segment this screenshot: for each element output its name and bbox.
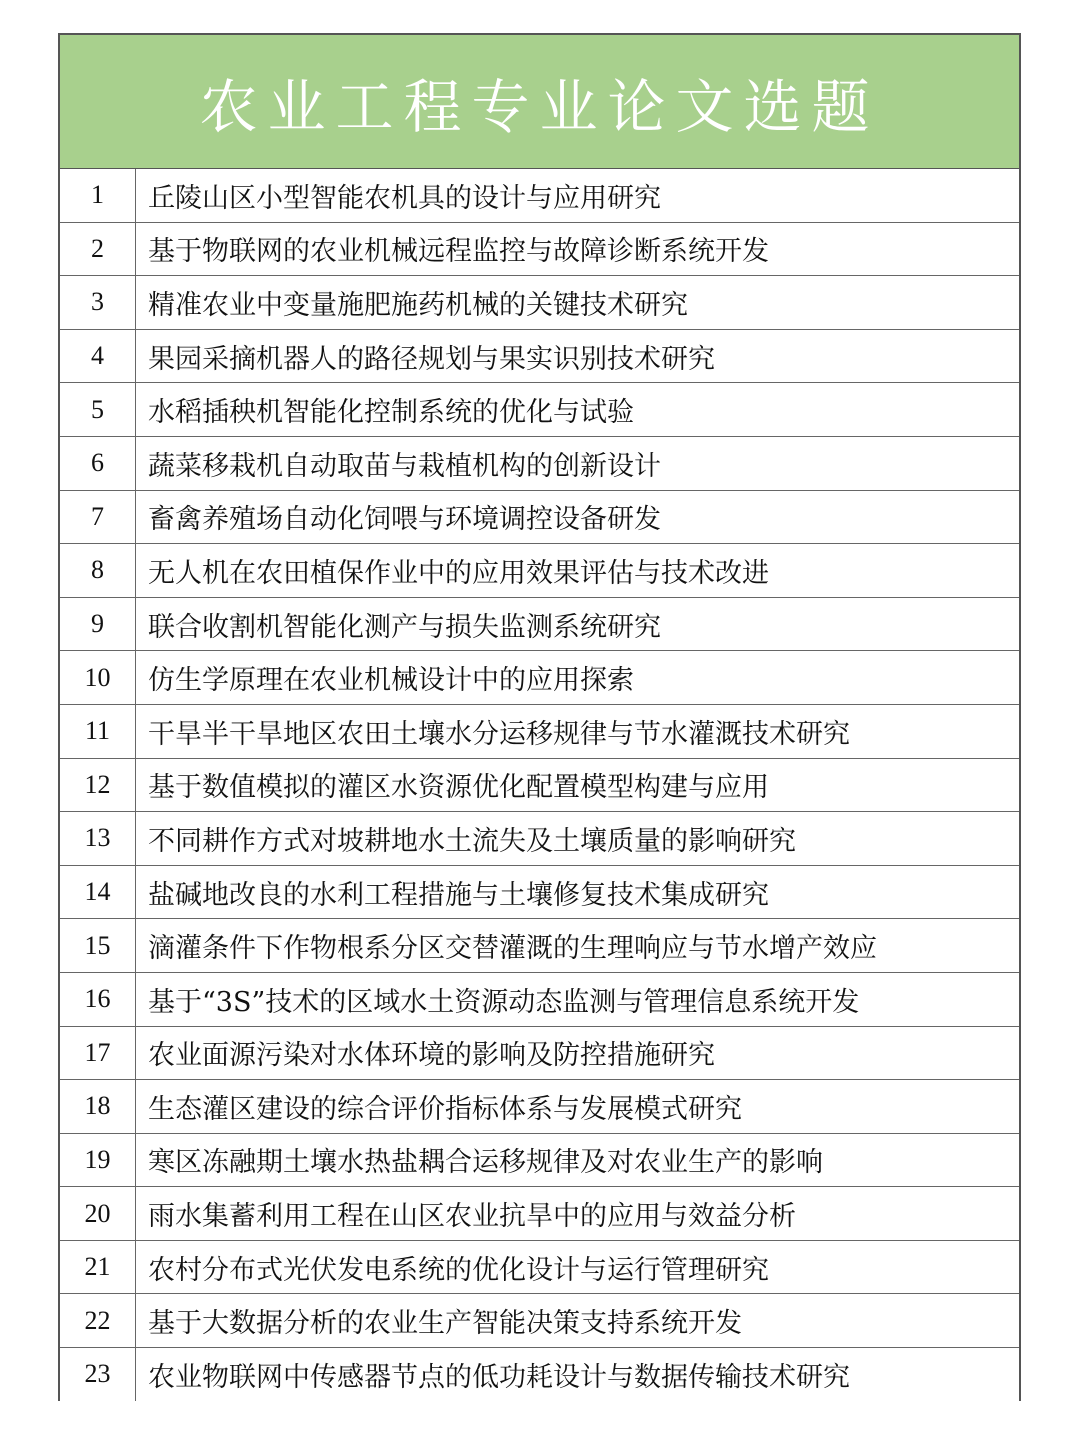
table-row [60,812,1019,866]
topics-table [60,169,1019,1401]
table-row [60,704,1019,758]
row-number: 8 [60,544,136,598]
topic-title: 精准农业中变量施肥施药机械的关键技术研究 [136,276,1020,330]
table-row [60,1026,1019,1080]
table-row [60,972,1019,1026]
row-number: 22 [60,1294,136,1348]
row-number: 7 [60,490,136,544]
table-row [60,544,1019,598]
row-number: 4 [60,329,136,383]
row-number: 14 [60,865,136,919]
topic-title: 雨水集蓄利用工程在山区农业抗旱中的应用与效益分析 [136,1187,1020,1241]
table-row [60,865,1019,919]
row-number: 2 [60,222,136,276]
topic-title: 基于物联网的农业机械远程监控与故障诊断系统开发 [136,222,1020,276]
table-row [60,1080,1019,1134]
table-row [60,919,1019,973]
table-row [60,758,1019,812]
row-number: 13 [60,812,136,866]
table-row [60,1133,1019,1187]
header-banner [60,35,1019,169]
row-number: 18 [60,1080,136,1134]
table-row [60,1187,1019,1241]
topic-title: 畜禽养殖场自动化饲喂与环境调控设备研发 [136,490,1020,544]
topic-title: 基于“3S”技术的区域水土资源动态监测与管理信息系统开发 [136,972,1020,1026]
topic-title: 滴灌条件下作物根系分区交替灌溉的生理响应与节水增产效应 [136,919,1020,973]
topic-title: 盐碱地改良的水利工程措施与土壤修复技术集成研究 [136,865,1020,919]
row-number: 10 [60,651,136,705]
row-number: 20 [60,1187,136,1241]
topic-title: 生态灌区建设的综合评价指标体系与发展模式研究 [136,1080,1020,1134]
table-row [60,329,1019,383]
table-row [60,169,1019,222]
row-number: 23 [60,1348,136,1401]
topic-title: 仿生学原理在农业机械设计中的应用探索 [136,651,1020,705]
row-number: 6 [60,436,136,490]
topic-title: 农业物联网中传感器节点的低功耗设计与数据传输技术研究 [148,1361,850,1393]
row-number: 17 [60,1026,136,1080]
topic-title: 基于数值模拟的灌区水资源优化配置模型构建与应用 [136,758,1020,812]
topic-title: 无人机在农田植保作业中的应用效果评估与技术改进 [136,544,1020,598]
table-row [60,597,1019,651]
topic-title: 果园采摘机器人的路径规划与果实识别技术研究 [136,329,1020,383]
topic-title: 寒区冻融期土壤水热盐耦合运移规律及对农业生产的影响 [136,1133,1020,1187]
row-number: 11 [60,704,136,758]
topic-title: 联合收割机智能化测产与损失监测系统研究 [136,597,1020,651]
topic-title: 农业面源污染对水体环境的影响及防控措施研究 [136,1026,1020,1080]
table-row [60,651,1019,705]
table-row [60,1294,1019,1348]
row-number: 12 [60,758,136,812]
topic-title: 农村分布式光伏发电系统的优化设计与运行管理研究 [136,1240,1020,1294]
row-number: 3 [60,276,136,330]
table-row [60,222,1019,276]
table-row [60,490,1019,544]
row-number: 19 [60,1133,136,1187]
topic-title: 干旱半干旱地区农田土壤水分运移规律与节水灌溉技术研究 [136,704,1020,758]
row-number: 16 [60,972,136,1026]
topic-title: 基于大数据分析的农业生产智能决策支持系统开发 [136,1294,1020,1348]
table-row [60,1240,1019,1294]
row-number: 15 [60,919,136,973]
row-number: 21 [60,1240,136,1294]
table-row [60,436,1019,490]
row-number: 1 [60,169,136,222]
topic-title: 蔬菜移栽机自动取苗与栽植机构的创新设计 [136,436,1020,490]
topic-sheet [58,33,1021,1401]
row-number: 5 [60,383,136,437]
page-title: 农业工程专业论文选题 [199,72,880,141]
table-row [60,1348,1019,1401]
topic-title: 不同耕作方式对坡耕地水土流失及土壤质量的影响研究 [136,812,1020,866]
topic-title: 水稻插秧机智能化控制系统的优化与试验 [136,383,1020,437]
row-number: 9 [60,597,136,651]
table-row [60,383,1019,437]
topic-title: 丘陵山区小型智能农机具的设计与应用研究 [136,169,1020,222]
table-row [60,276,1019,330]
